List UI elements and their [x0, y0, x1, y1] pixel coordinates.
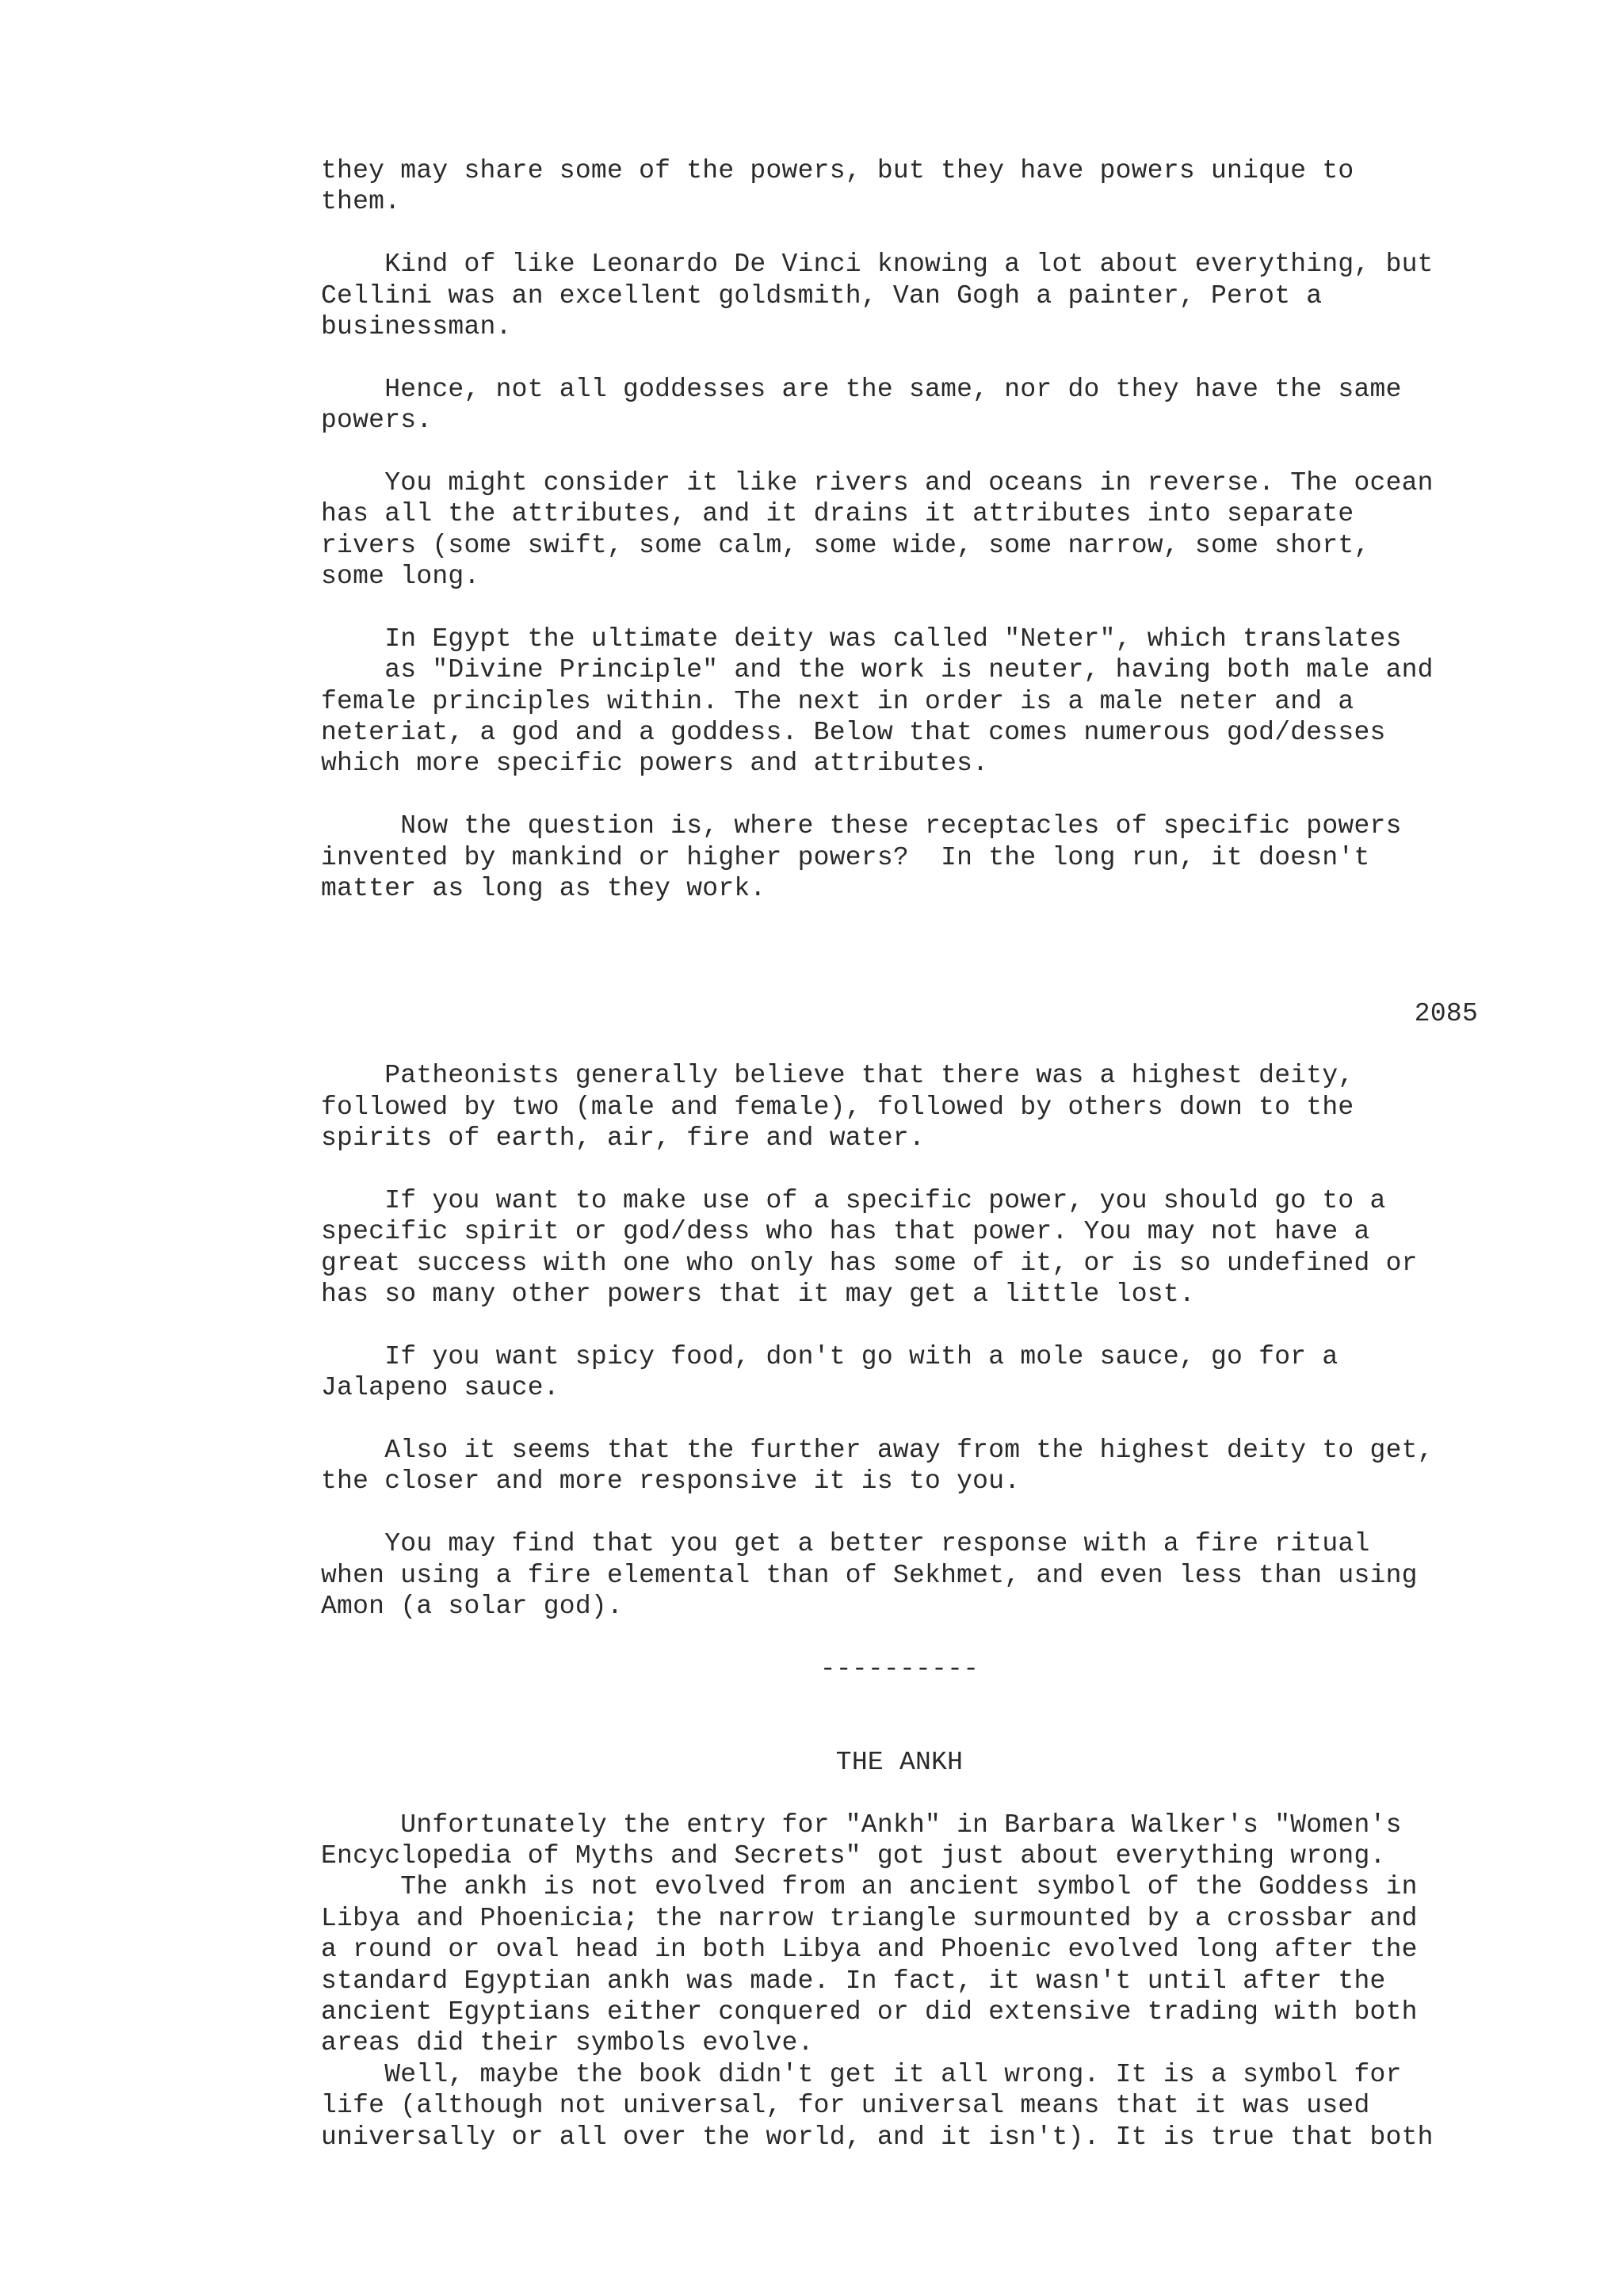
text-line: when using a fire elemental than of Sekhmet, and even less than using	[321, 1560, 1418, 1590]
paragraph	[321, 1810, 1478, 2153]
paragraph-gap	[321, 1778, 1478, 1809]
paragraph-gap	[321, 1029, 1478, 1060]
text-line: Cellini was an excellent goldsmith, Van Gogh a painter, Perot a	[321, 280, 1323, 311]
paragraph	[321, 249, 1478, 342]
text-line: ancient Egyptians either conquered or did extensive trading with both	[321, 1997, 1418, 2027]
paragraph	[321, 1435, 1478, 1497]
text-line: specific spirit or god/dess who has that power. You may not have a	[321, 1217, 1370, 1247]
text-line: neteriat, a god and a goddess. Below that comes numerous god/desses	[321, 718, 1386, 748]
text-line: has so many other powers that it may get a little lost.	[321, 1280, 1195, 1310]
section-divider: ----------	[819, 1653, 980, 1684]
text-line: Unfortunately the entry for "Ankh" in Barbara Walker's "Women's	[321, 1810, 1402, 1840]
paragraph-gap	[321, 1404, 1478, 1435]
text-line: You may find that you get a better response with a fire ritual	[321, 1529, 1370, 1559]
paragraph	[321, 1528, 1478, 1622]
paragraph	[321, 1341, 1478, 1404]
paragraph-gap	[321, 1716, 1478, 1747]
text-line: areas did their symbols evolve.	[321, 2028, 814, 2058]
text-line: Encyclopedia of Myths and Secrets" got just about everything wrong.	[321, 1841, 1386, 1871]
document-page	[321, 155, 1478, 2153]
text-line: invented by mankind or higher powers? In the long run, it doesn't	[321, 842, 1370, 872]
paragraph-gap	[321, 342, 1478, 373]
text-line: Well, maybe the book didn't get it all wrong. It is a symbol for	[321, 2059, 1402, 2089]
text-line: great success with one who only has some of it, or is so undefined or	[321, 1248, 1418, 1278]
text-line: Libya and Phoenicia; the narrow triangle surmounted by a crossbar and	[321, 1903, 1418, 1933]
text-line: has all the attributes, and it drains it attributes into separate	[321, 499, 1354, 529]
paragraph	[321, 374, 1478, 437]
section-heading: THE ANKH	[835, 1747, 964, 1777]
text-line: powers.	[321, 406, 433, 436]
text-line: Amon (a solar god).	[321, 1591, 624, 1621]
paragraph-gap	[321, 1154, 1478, 1185]
paragraph-gap	[321, 592, 1478, 623]
text-line: Kind of like Leonardo De Vinci knowing a lot about everything, but	[321, 250, 1434, 280]
text-line: followed by two (male and female), followed by others down to the	[321, 1092, 1354, 1122]
page-number: 2085	[1414, 998, 1478, 1028]
paragraph	[321, 467, 1478, 593]
text-line: Now the question is, where these receptacles of specific powers	[321, 811, 1402, 841]
text-line: If you want spicy food, don't go with a mole sauce, go for a	[321, 1341, 1338, 1371]
paragraph	[321, 810, 1478, 904]
text-line: businessman.	[321, 311, 512, 341]
text-line: the closer and more responsive it is to you.	[321, 1466, 1021, 1497]
paragraph-gap	[321, 218, 1478, 249]
paragraph-gap	[321, 1622, 1478, 1653]
text-line: them.	[321, 187, 401, 217]
paragraph	[321, 1060, 1478, 1154]
text-line: they may share some of the powers, but they have powers unique to	[321, 156, 1354, 185]
text-line: If you want to make use of a specific power, you should go to a	[321, 1185, 1386, 1215]
paragraph-gap	[321, 936, 1478, 967]
paragraph	[321, 624, 1478, 780]
text-line: Hence, not all goddesses are the same, nor do they have the same	[321, 374, 1402, 404]
text-line: You might consider it like rivers and oceans in reverse. The ocean	[321, 467, 1434, 498]
text-line: Also it seems that the further away from the highest deity to get,	[321, 1436, 1434, 1466]
text-line: The ankh is not evolved from an ancient symbol of the Goddess in	[321, 1872, 1418, 1902]
text-line: standard Egyptian ankh was made. In fact, it wasn't until after the	[321, 1966, 1386, 1996]
text-line: life (although not universal, for universal means that it was used	[321, 2091, 1370, 2121]
text-line: a round or oval head in both Libya and Phoenic evolved long after the	[321, 1935, 1418, 1965]
paragraph-gap	[321, 967, 1478, 997]
paragraph	[321, 1185, 1478, 1310]
paragraph-gap	[321, 1497, 1478, 1528]
paragraph-gap	[321, 904, 1478, 935]
text-line: matter as long as they work.	[321, 873, 766, 903]
text-line: universally or all over the world, and it isn't). It is true that both	[321, 2122, 1434, 2152]
paragraph-gap	[321, 780, 1478, 810]
text-line: rivers (some swift, some calm, some wide, some narrow, some short,	[321, 530, 1370, 560]
text-line: which more specific powers and attributes.	[321, 749, 989, 779]
text-line: as "Divine Principle" and the work is neuter, having both male and	[321, 655, 1434, 685]
text-line: spirits of earth, air, fire and water.	[321, 1123, 926, 1154]
text-line: some long.	[321, 562, 480, 592]
paragraph	[321, 155, 1478, 218]
text-line: female principles within. The next in order is a male neter and a	[321, 686, 1354, 716]
paragraph-gap	[321, 437, 1478, 467]
text-line: Jalapeno sauce.	[321, 1373, 559, 1403]
paragraph-gap	[321, 1684, 1478, 1715]
text-line: In Egypt the ultimate deity was called "Neter", which translates	[321, 624, 1402, 654]
paragraph-gap	[321, 1310, 1478, 1341]
text-line: Patheonists generally believe that there was a highest deity,	[321, 1061, 1354, 1091]
